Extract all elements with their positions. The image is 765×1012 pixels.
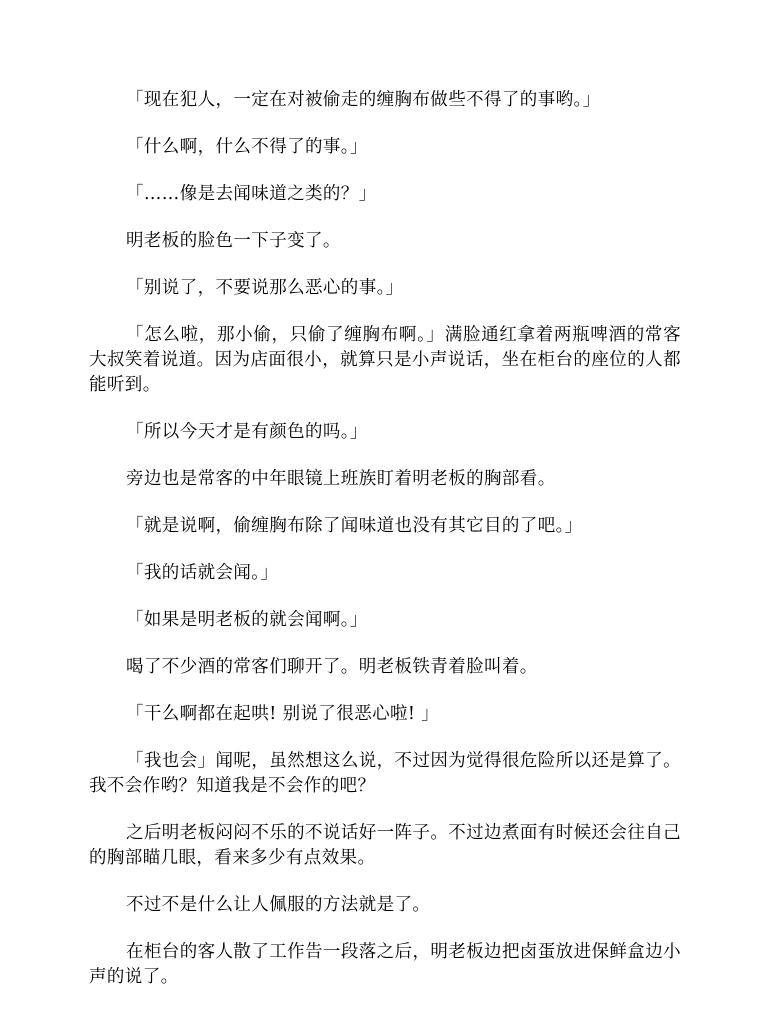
paragraph: 在柜台的客人散了工作告一段落之后，明老板边把卤蛋放进保鲜盒边小声的说了。	[89, 942, 681, 987]
paragraph: 不过不是什么让人佩服的方法就是了。	[126, 895, 431, 915]
paragraph: 「如果是明老板的就会闻啊。」	[126, 610, 368, 630]
paragraph: 之后明老板闷闷不乐的不说话好一阵子。不过边煮面有时候还会往自己的胸部瞄几眼，看来多少有点效果。	[89, 823, 681, 868]
paragraph: 喝了不少酒的常客们聊开了。明老板铁青着脸叫着。	[126, 657, 538, 677]
paragraph: 「怎么啦，那小偷，只偷了缠胸布啊。」满脸通红拿着两瓶啤酒的常客大叔笑着说道。因为店面很小，就算只是小声说话，坐在柜台的座位的人都能听到。	[89, 325, 681, 395]
paragraph: 「我也会」闻呢，虽然想这么说，不过因为觉得很危险所以还是算了。我不会作哟？知道我是不会作的吧？	[89, 751, 681, 796]
paragraph: 旁边也是常客的中年眼镜上班族盯着明老板的胸部看。	[126, 469, 556, 489]
paragraph: 「我的话就会闻。」	[126, 563, 279, 583]
paragraph: 明老板的脸色一下子变了。	[126, 231, 341, 251]
paragraph: 「干么啊都在起哄! 别说了很恶心啦! 」	[126, 704, 440, 724]
paragraph: 「所以今天才是有颜色的吗。」	[126, 422, 368, 442]
paragraph: 「就是说啊，偷缠胸布除了闻味道也没有其它目的了吧。」	[126, 516, 583, 536]
paragraph: 「……像是去闻味道之类的？」	[126, 184, 377, 204]
document-page	[89, 88, 681, 1012]
paragraph: 「别说了，不要说那么恶心的事。」	[126, 278, 404, 298]
paragraph: 「现在犯人，一定在对被偷走的缠胸布做些不得了的事哟。」	[126, 90, 601, 110]
paragraph: 「什么啊，什么不得了的事。」	[126, 137, 368, 157]
